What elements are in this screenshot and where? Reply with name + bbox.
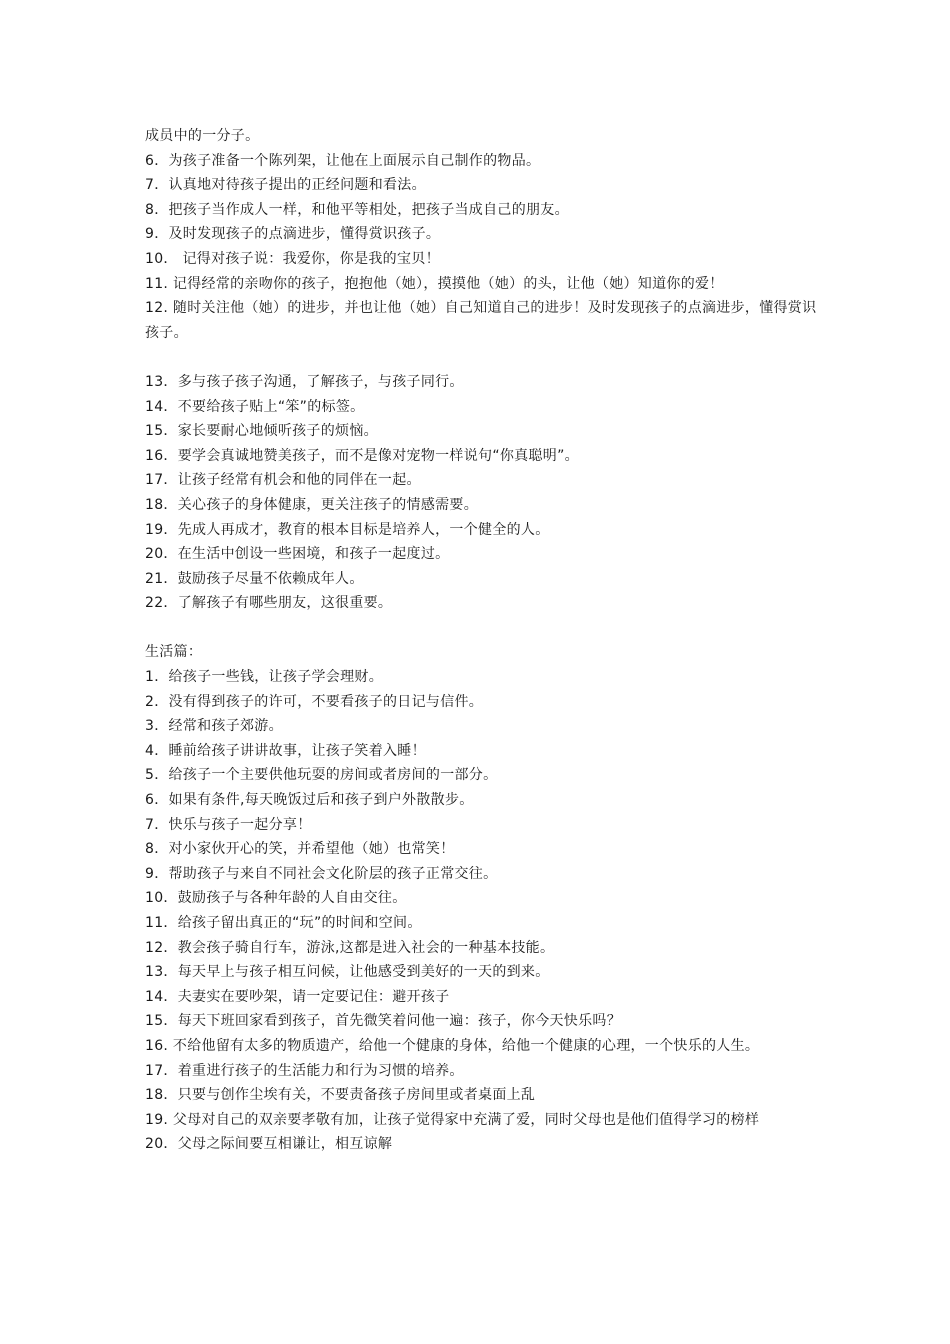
list-item: 5．给孩子一个主要供他玩耍的房间或者房间的一部分。 [145,767,498,784]
list-item: 2．没有得到孩子的许可，不要看孩子的日记与信件。 [145,693,484,710]
section-title: 生活篇： [145,644,203,661]
list-block-life [145,665,817,1157]
list-item: 17．让孩子经常有机会和他的同伴在一起。 [145,472,421,489]
list-item: 14．夫妻实在要吵架，请一定要记住：避开孩子 [145,988,450,1005]
list-item: 20．在生活中创设一些困境，和孩子一起度过。 [145,546,450,563]
list-item: 19. 父母对自己的双亲要孝敬有加，让孩子觉得家中充满了爱，同时父母也是他们值得学习的榜样 [145,1111,760,1128]
list-item: 7．快乐与孩子一起分享！ [145,816,312,833]
list-item: 8．把孩子当作成人一样，和他平等相处，把孩子当成自己的朋友。 [145,201,569,218]
list-item: 20．父母之际间要互相谦让，相互谅解 [145,1136,393,1153]
list-item: 13．每天早上与孩子相互问候，让他感受到美好的一天的到来。 [145,964,550,981]
list-item: 12．教会孩子骑自行车，游泳,这都是进入社会的一种基本技能。 [145,939,555,956]
list-item: 17．着重进行孩子的生活能力和行为习惯的培养。 [145,1062,464,1079]
document-page [145,124,817,1157]
list-item: 11．给孩子留出真正的“玩”的时间和空间。 [145,915,422,931]
list-item: 12. 随时关注他（她）的进步，并也让他（她）自己知道自己的进步！及时发现孩子的点滴进步，懂得赏识孩子。 [145,300,817,341]
blank-line [145,616,817,641]
list-item: 7．认真地对待孩子提出的正经问题和看法。 [145,177,426,194]
list-item: 8．对小家伙开心的笑，并希望他（她）也常笑！ [145,841,455,858]
list-item: 21．鼓励孩子尽量不依赖成年人。 [145,570,364,587]
list-item: 18．只要与创作尘埃有关，不要责备孩子房间里或者桌面上乱 [145,1087,536,1104]
list-item: 22．了解孩子有哪些朋友，这很重要。 [145,595,393,612]
list-item: 15．每天下班回家看到孩子，首先微笑着问他一遍：孩子，你今天快乐吗？ [145,1013,622,1030]
list-item: 3．经常和孩子郊游。 [145,718,283,735]
list-item: 18．关心孩子的身体健康，更关注孩子的情感需要。 [145,496,479,513]
list-item: 14．不要给孩子贴上“笨”的标签。 [145,398,365,415]
list-item: 10． 记得对孩子说：我爱你，你是我的宝贝！ [145,250,440,267]
list-item: 成员中的一分子。 [145,128,260,144]
list-block-intro [145,124,817,345]
list-item: 6．如果有条件,每天晚饭过后和孩子到户外散散步。 [145,792,474,809]
list-item: 4．睡前给孩子讲讲故事，让孩子笑着入睡！ [145,742,426,759]
list-item: 11. 记得经常的亲吻你的孩子，抱抱他（她），摸摸他（她）的头，让他（她）知道你的爱！ [145,275,724,292]
list-item: 13．多与孩子孩子沟通，了解孩子，与孩子同行。 [145,373,464,390]
list-item: 1．给孩子一些钱，让孩子学会理财。 [145,669,384,686]
list-item: 16．要学会真诚地赞美孩子，而不是像对宠物一样说句“你真聪明”。 [145,447,579,464]
list-block-continued [145,370,817,616]
list-item: 9．帮助孩子与来自不同社会文化阶层的孩子正常交往。 [145,865,498,882]
list-item: 10．鼓励孩子与各种年龄的人自由交往。 [145,890,407,907]
list-item: 15．家长要耐心地倾听孩子的烦恼。 [145,423,378,440]
blank-line [145,345,817,370]
list-item: 19．先成人再成才，教育的根本目标是培养人，一个健全的人。 [145,521,550,538]
list-item: 16. 不给他留有太多的物质遗产，给他一个健康的身体，给他一个健康的心理，一个快乐的人生。 [145,1037,760,1054]
list-item: 9．及时发现孩子的点滴进步，懂得赏识孩子。 [145,226,441,243]
list-item: 6．为孩子准备一个陈列架，让他在上面展示自己制作的物品。 [145,152,541,169]
